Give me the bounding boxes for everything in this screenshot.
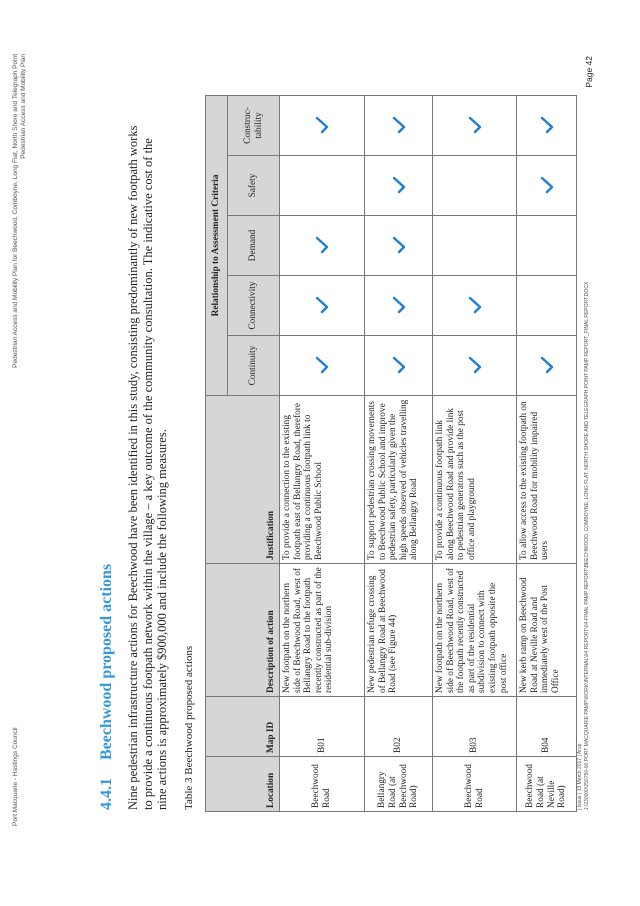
cell-check xyxy=(365,95,433,155)
header-map-id: Map ID xyxy=(206,697,280,757)
actions-table xyxy=(205,95,577,812)
cell-location: Beechwood Road xyxy=(280,757,365,812)
cell-justification: To support pedestrian crossing movements to Beechwood Public School and improve pedestrian safety, particularly given the high speeds observed of vehicles travelling along Bellangry Road xyxy=(365,396,433,564)
header-criterion-demand: Demand xyxy=(228,216,280,276)
check-icon xyxy=(315,237,329,255)
cell-description: New footpath on the northern side of Beechwood Road, west of the footpath recently constructed as part of the residential subdivision to connect with existing footpath opposite the post office xyxy=(433,564,517,697)
cell-justification: To provide a continuous footpath link along Beechwood Road and provide link to pedestrian generators such as the post office and playground xyxy=(433,396,517,564)
intro-paragraph: Nine pedestrian infrastructure actions for Beechwood have been identified in this study, consisting predominantly of new footpath works to provide a continuous footpath network within the village – a key outcome of the community consultation. The indicative cost of the nine actions is approximately $900,000 and include the following measures. xyxy=(126,125,169,810)
check-icon xyxy=(392,116,406,134)
check-icon xyxy=(315,116,329,134)
cell-check xyxy=(365,336,433,396)
cell-location: Beechwood Road xyxy=(433,757,517,812)
header-criterion-constructability: Construc-tability xyxy=(228,95,280,155)
section-heading xyxy=(98,564,116,810)
cell-check xyxy=(433,95,517,155)
footer-issue: | Issue | 13 March 2017 | Arup xyxy=(577,743,583,810)
cell-justification: To provide a connection to the existing footpath east of Bellangry Road, therefore providing a continuous footpath link to Beechwood Public School xyxy=(280,396,365,564)
section-title: Beechwood proposed actions xyxy=(98,563,115,760)
header-criterion-continuity: Continuity xyxy=(228,336,280,396)
cell-description: New kerb ramp on Beechwood Road at Neville Road and immediately west of the Post Office xyxy=(517,564,577,697)
cell-check xyxy=(365,216,433,276)
check-icon xyxy=(315,297,329,315)
check-icon xyxy=(468,297,482,315)
cell-check xyxy=(280,95,365,155)
cell-description: New pedestrian refuge crossing of Bellangry Road at Beechwood Road (see Figure 44) xyxy=(365,564,433,697)
section-number: 4.4.1 xyxy=(98,778,115,810)
check-icon xyxy=(540,116,554,134)
cell-check xyxy=(517,336,577,396)
cell-check xyxy=(433,336,517,396)
cell-check xyxy=(433,216,517,276)
footer-path: J:\230000\250750-00 PORT MACQUARIE PAMP\WORK\INTERNAL\04 REPORT\04-FINAL PAMP REPORT\BEECHWOOD, COMBOYNE, LONG FLAT, NORTH SHORE AND TELEGRAPH POINT PAMP REPORT_FINAL REPORT.DOCX xyxy=(583,281,590,810)
table-row xyxy=(280,95,365,811)
header-criterion-safety: Safety xyxy=(228,156,280,216)
table-row xyxy=(517,95,577,811)
cell-description: New footpath on the northern side of Beechwood Road, west of Bellangry Road to the footpath recently constructed as part of the residential sub-division xyxy=(280,564,365,697)
cell-map-id: B03 xyxy=(433,697,517,757)
check-icon xyxy=(468,116,482,134)
cell-check xyxy=(517,156,577,216)
cell-check xyxy=(433,276,517,336)
check-icon xyxy=(392,297,406,315)
check-icon xyxy=(468,357,482,375)
cell-location: Beechwood Road (at Neville Road) xyxy=(517,757,577,812)
check-icon xyxy=(392,357,406,375)
check-icon xyxy=(392,237,406,255)
cell-check xyxy=(280,216,365,276)
header-criteria-group: Relationship to Assessment Criteria xyxy=(206,95,228,395)
cell-check xyxy=(280,156,365,216)
cell-check xyxy=(433,156,517,216)
cell-check xyxy=(280,336,365,396)
page-number: Page 42 xyxy=(584,56,594,88)
header-left: Port Macquarie - Hastings Council xyxy=(12,727,19,826)
header-location: Location xyxy=(206,757,280,812)
cell-check xyxy=(365,156,433,216)
header-right-line1: Pedestrian Access and Mobility Plan for Beechwood, Comboyne, Long Flat, North Shore and Telegraph Point xyxy=(12,54,19,368)
cell-check xyxy=(517,95,577,155)
check-icon xyxy=(540,357,554,375)
cell-map-id: B01 xyxy=(280,697,365,757)
cell-check xyxy=(517,216,577,276)
check-icon xyxy=(540,177,554,195)
footer xyxy=(577,282,590,810)
header-right xyxy=(12,54,28,414)
table-row xyxy=(365,95,433,811)
cell-map-id: B04 xyxy=(517,697,577,757)
table-caption: Table 3 Beechwood proposed actions xyxy=(183,645,195,810)
check-icon xyxy=(392,177,406,195)
header-description: Description of action xyxy=(206,564,280,697)
table-row xyxy=(433,95,517,811)
cell-map-id: B02 xyxy=(365,697,433,757)
cell-check xyxy=(517,276,577,336)
cell-check xyxy=(365,276,433,336)
header-right-line2: Pedestrian Access and Mobility Plan xyxy=(20,54,27,159)
check-icon xyxy=(315,357,329,375)
cell-justification: To allow access to the existing footpath on Beechwood Road for mobility impaired users xyxy=(517,396,577,564)
cell-check xyxy=(280,276,365,336)
header-justification: Justification xyxy=(206,396,280,564)
cell-location: Bellangry Road (at Beechwood Road) xyxy=(365,757,433,812)
header-criterion-connectivity: Connectivity xyxy=(228,276,280,336)
